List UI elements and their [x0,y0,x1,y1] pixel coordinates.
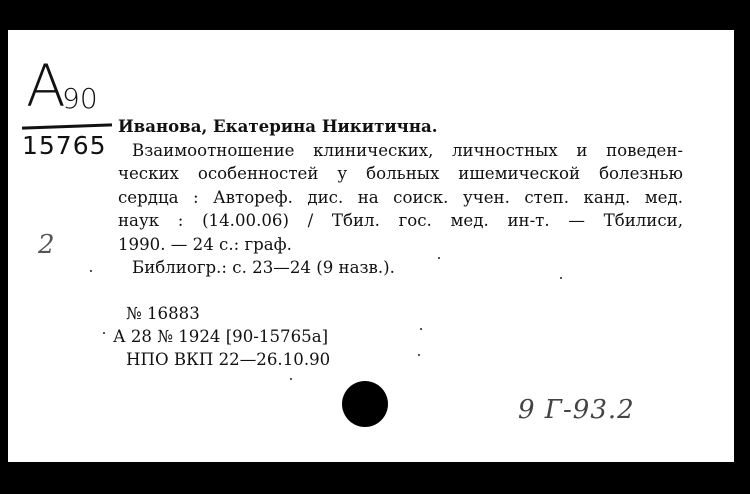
bibliography-note: Библиогр.: с. 23—24 (9 назв.). [132,258,395,277]
punch-hole [342,381,388,427]
speck [560,277,562,279]
shelf-mark-sub: 90 [62,82,98,115]
description-line: 1990. — 24 с.: граф. [118,234,292,254]
shelf-mark-divider [22,123,112,129]
speck [290,378,292,380]
shelf-mark-number: 15765 [22,131,107,160]
shelf-mark-top [26,52,98,120]
speck [420,328,422,330]
speck [438,257,440,259]
shelf-mark [22,52,122,165]
description-line: Взаимоотношение клинических, личностных и поведен- [132,140,683,160]
catalog-code: А 28 № 1924 [90-15765а] [113,327,329,346]
catalog-info [113,302,330,371]
handwritten-code: 9 Г-93.2 [518,395,635,425]
catalog-card [8,30,734,462]
pencil-mark: 2 [38,230,55,260]
speck [103,332,105,334]
bibliographic-entry [118,115,683,280]
description-line: ческих особенностей у больных ишемической болезнью [118,164,683,183]
speck [90,270,92,272]
shelf-mark-letter: А [26,52,66,120]
speck [418,354,420,356]
description-line: наук : (14.00.06) / Тбил. гос. мед. ин-т. — Тбилиси, [118,211,683,230]
author-heading: Иванова, Екатерина Никитична. [118,116,438,136]
catalog-number: № 16883 [126,304,200,323]
description-line: сердца : Автореф. дис. на соиск. учен. степ. канд. мед. [118,187,683,207]
publisher-line: НПО ВКП 22—26.10.90 [126,350,331,369]
